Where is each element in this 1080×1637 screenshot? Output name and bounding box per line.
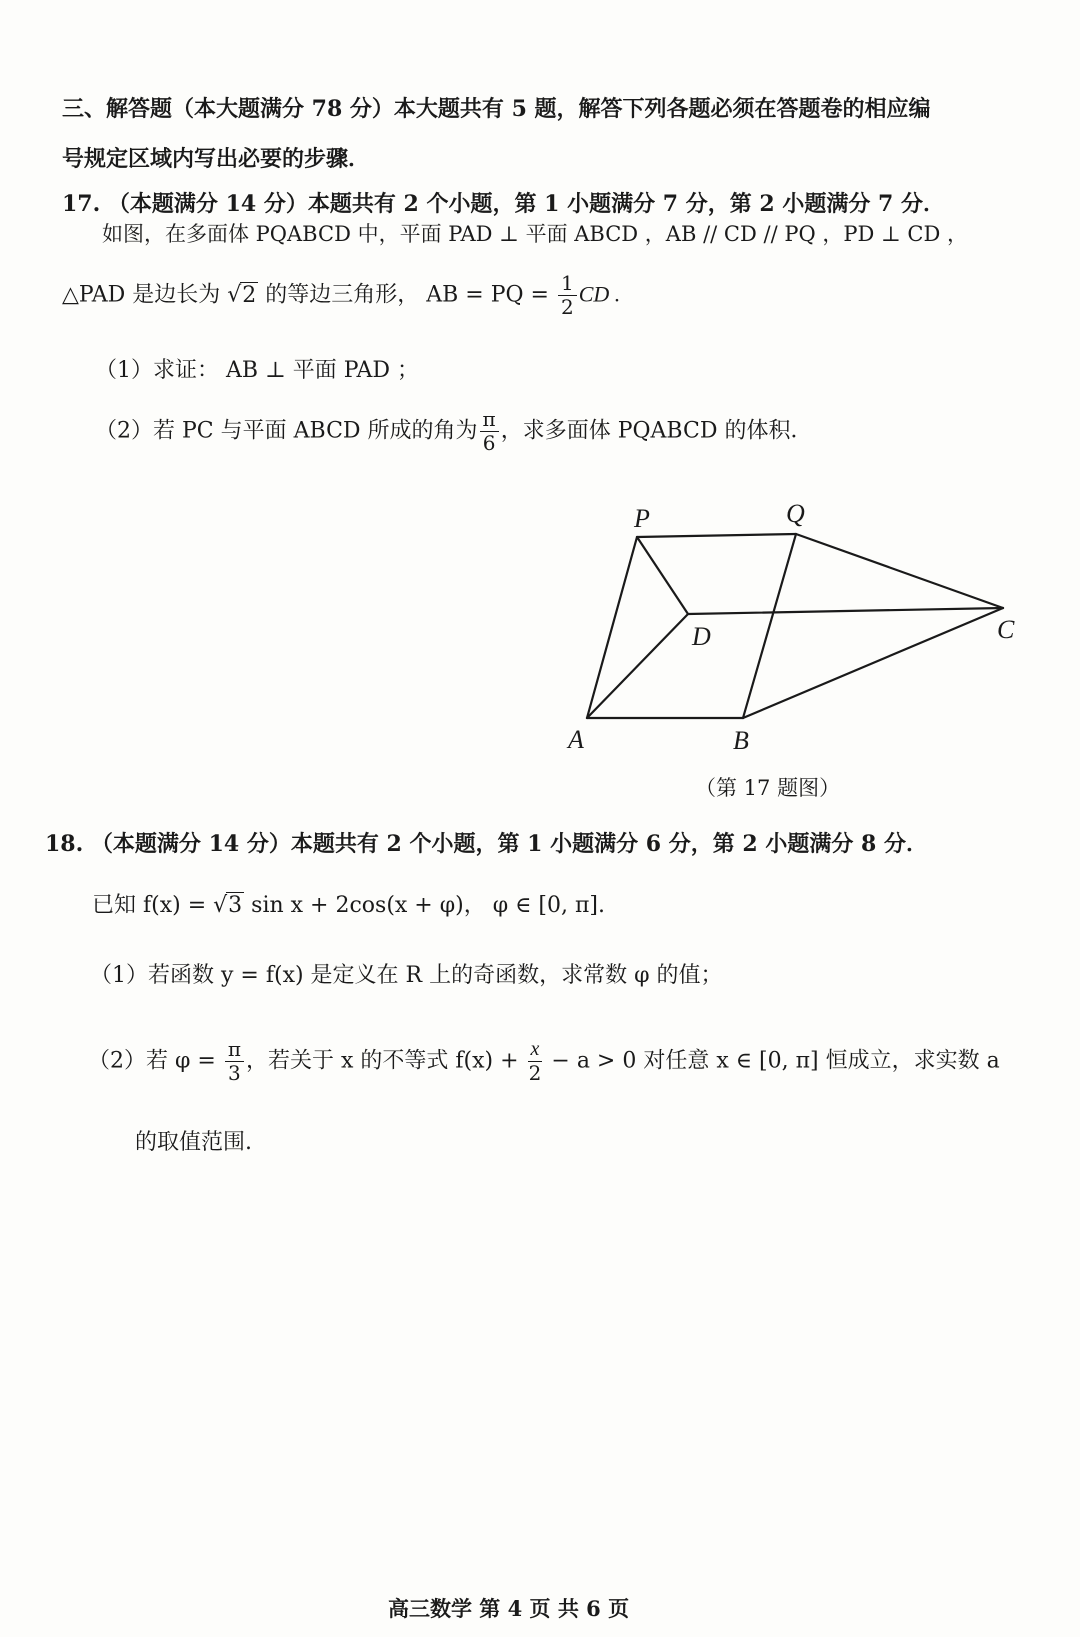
label-C: C bbox=[997, 615, 1015, 644]
label-A: A bbox=[568, 725, 584, 754]
q17-part2-text-b: ，求多面体 PQABCD 的体积． bbox=[500, 418, 813, 444]
fraction-numerator: x bbox=[528, 1038, 543, 1062]
edge-PD bbox=[637, 537, 688, 614]
figure-caption: （第 17 题图） bbox=[695, 776, 841, 800]
fraction-x-over-2 bbox=[528, 1038, 543, 1085]
q18-part2-continuation: 的取值范围. bbox=[135, 1130, 252, 1155]
q18-part2-text-a: （2）若 φ = bbox=[88, 1048, 223, 1074]
q17-part1: （1）求证： AB ⊥ 平面 PAD ； bbox=[95, 358, 420, 383]
q17-body-line1: 如图，在多面体 PQABCD 中，平面 PAD ⊥ 平面 ABCD ，AB // CD // PQ ，PD ⊥ CD ， bbox=[102, 222, 968, 246]
label-B: B bbox=[733, 726, 749, 755]
q18-part2-text-c: − a > 0 对任意 x ∈ [0, π] 恒成立，求实数 a bbox=[544, 1048, 1000, 1074]
label-Q: Q bbox=[786, 499, 805, 528]
fraction-denominator: 2 bbox=[528, 1061, 542, 1085]
q17-body-line2-text-c: CD . bbox=[578, 281, 621, 307]
q18-part2 bbox=[88, 1038, 1000, 1085]
q18-given-text-a: 已知 f(x) = √ bbox=[92, 893, 228, 918]
section-title-line1: 三、解答题（本大题满分 78 分）本大题共有 5 题，解答下列各题必须在答题卷的相应编 bbox=[62, 96, 931, 122]
fraction-denominator: 2 bbox=[560, 295, 574, 319]
q18-part1: （1）若函数 y = f(x) 是定义在 R 上的奇函数，求常数 φ 的值； bbox=[90, 963, 723, 988]
q18-given bbox=[92, 888, 605, 919]
q17-body-line2-text-a: △PAD 是边长为 √ bbox=[62, 282, 242, 308]
fraction-numerator: π bbox=[225, 1038, 244, 1062]
q17-header: 17. （本题满分 14 分）本题共有 2 个小题，第 1 小题满分 7 分，第 2 小题满分 7 分． bbox=[62, 191, 945, 217]
fraction-numerator: 1 bbox=[558, 272, 577, 296]
q18-header: 18. （本题满分 14 分）本题共有 2 个小题，第 1 小题满分 6 分，第 2 小题满分 8 分． bbox=[45, 831, 928, 857]
edge-QB bbox=[743, 534, 796, 718]
q18-part2-text-b: ，若关于 x 的不等式 f(x) + bbox=[245, 1048, 526, 1074]
q17-part2-text-a: （2）若 PC 与平面 ABCD 所成的角为 bbox=[95, 418, 478, 444]
sqrt-2: 2 bbox=[242, 282, 257, 308]
q17-body-line2-text-b: 的等边三角形， AB = PQ = bbox=[258, 282, 556, 308]
fraction-pi-over-3 bbox=[225, 1038, 244, 1085]
edge-DC bbox=[688, 608, 1003, 614]
edge-PQ bbox=[637, 534, 796, 537]
label-D: D bbox=[692, 622, 711, 651]
edge-QC bbox=[796, 534, 1003, 608]
q18-given-text-b: sin x + 2cos(x + φ)， φ ∈ [0, π]. bbox=[244, 893, 605, 918]
section-title-line2: 号规定区域内写出必要的步骤． bbox=[62, 146, 371, 172]
fraction-denominator: 6 bbox=[482, 431, 496, 455]
fraction-numerator: π bbox=[480, 408, 499, 432]
edge-BC bbox=[743, 608, 1003, 718]
fraction-denominator: 3 bbox=[228, 1061, 241, 1085]
page-footer: 高三数学 第 4 页 共 6 页 bbox=[388, 1596, 630, 1621]
sqrt-3: 3 bbox=[228, 893, 243, 918]
label-P: P bbox=[634, 504, 650, 533]
